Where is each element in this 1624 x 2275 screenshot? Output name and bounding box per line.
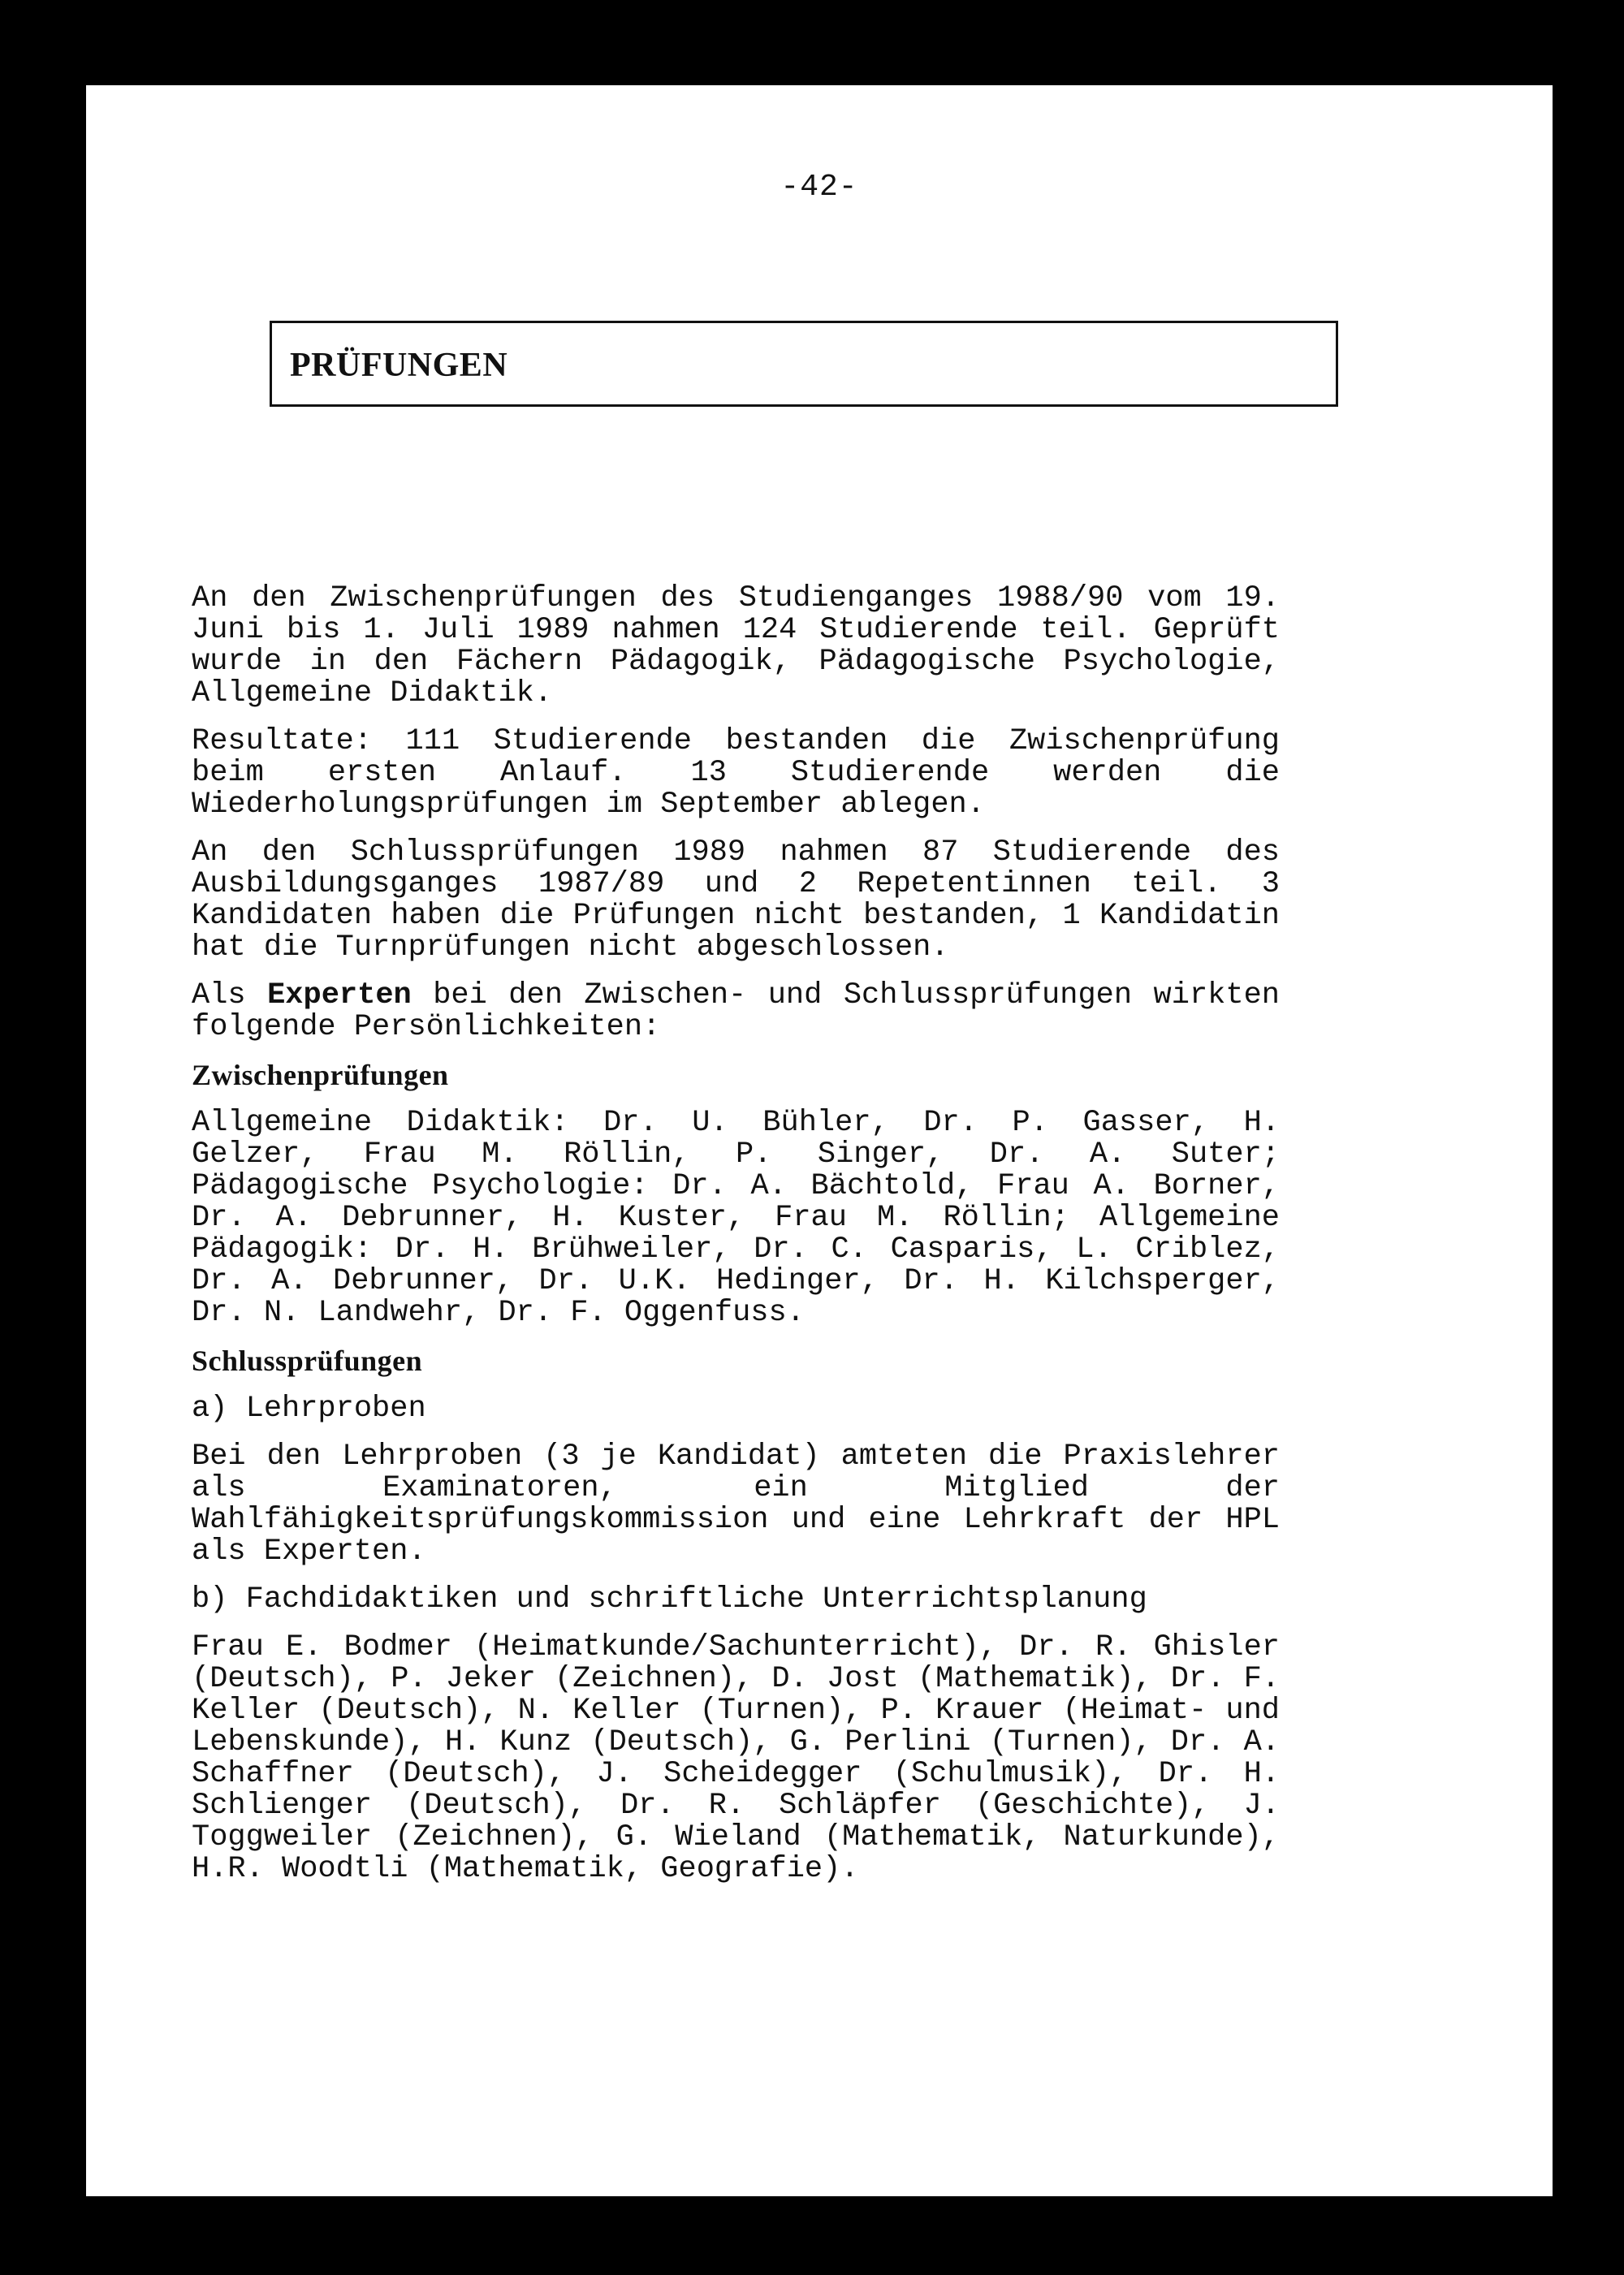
- paragraph-fachdidaktiken: Frau E. Bodmer (Heimatkunde/Sachunterricht), Dr. R. Ghisler (Deutsch), P. Jeker (Zeichnen), D. Jost (Mathematik), Dr. F. Keller (Deutsch), N. Keller (Turnen), P. Krauer (Heimat- und Lebenskunde), H. Kunz (Deutsch), G. Perlini (Turnen), Dr. A. Schaffner (Deutsch), J. Scheidegger (Schulmusik), Dr. H. Schlienger (Deutsch), Dr. R. Schläpfer (Geschichte), J. Toggweiler (Zeichnen), G. Wieland (Mathematik, Naturkunde), H.R. Woodtli (Mathematik, Geografie).: [192, 1630, 1280, 1886]
- paragraph-resultate: Resultate: 111 Studierende bestanden die Zwischenprüfung beim ersten Anlauf. 13 Studierende werden die Wiederholungsprüfungen im September ablegen.: [192, 724, 1280, 822]
- subheading-fachdidaktiken: b) Fachdidaktiken und schriftliche Unterrichtsplanung: [192, 1582, 1147, 1617]
- heading-zwischenpruefungen: Zwischenprüfungen: [192, 1059, 449, 1091]
- experten-term: Experten: [267, 978, 412, 1012]
- page-title: PRÜFUNGEN: [290, 347, 508, 384]
- heading-schlusspruefungen: Schlussprüfungen: [192, 1345, 423, 1377]
- subheading-lehrproben: a) Lehrproben: [192, 1392, 426, 1426]
- page-number: -42-: [780, 170, 858, 205]
- paragraph-zwischen-experten: Allgemeine Didaktik: Dr. U. Bühler, Dr. P. Gasser, H. Gelzer, Frau M. Röllin, P. Singer, Dr. A. Suter; Pädagogische Psychologie: Dr. A. Bächtold, Frau A. Borner, Dr. A. Debrunner, H. Kuster, Frau M. Röllin; Allgemeine Pädagogik: Dr. H. Brühweiler, Dr. C. Casparis, L. Criblez, Dr. A. Debrunner, Dr. U.K. Hedinger, Dr. H. Kilchsperger, Dr. N. Landwehr, Dr. F. Oggenfuss.: [192, 1106, 1280, 1330]
- experten-suffix: bei den Zwischen- und Schlussprüfungen wirkten folgende Persönlichkeiten:: [192, 978, 1280, 1044]
- experten-prefix: Als: [192, 978, 268, 1012]
- title-box: [270, 321, 1338, 407]
- document-body: [192, 583, 1280, 1902]
- paragraph-zwischenpruefungen-intro: An den Zwischenprüfungen des Studienganges 1988/90 vom 19. Juni bis 1. Juli 1989 nahmen 124 Studierende teil. Geprüft wurde in den Fächern Pädagogik, Pädagogische Psychologie, Allgemeine Didaktik.: [192, 581, 1280, 710]
- paragraph-lehrproben: Bei den Lehrproben (3 je Kandidat) amteten die Praxislehrer als Examinatoren, ein Mitglied der Wahlfähigkeitsprüfungskommission und eine Lehrkraft der HPL als Experten.: [192, 1440, 1280, 1569]
- paragraph-schlusspruefungen: An den Schlussprüfungen 1989 nahmen 87 Studierende des Ausbildungsganges 1987/89 und 2 Repetentinnen teil. 3 Kandidaten haben die Prüfungen nicht bestanden, 1 Kandidatin hat die Turnprüfungen nicht abgeschlossen.: [192, 835, 1280, 965]
- paragraph-experten: [192, 980, 1280, 1043]
